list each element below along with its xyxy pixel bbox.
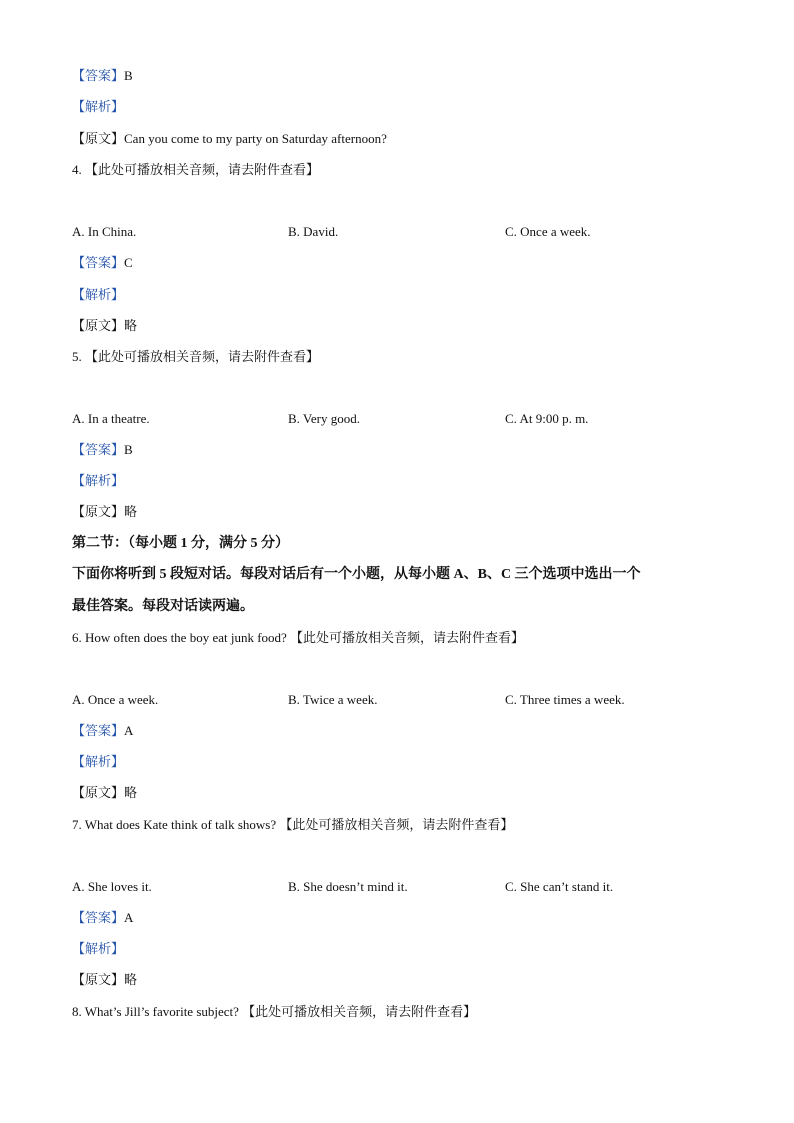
answer-row-6 bbox=[72, 722, 133, 740]
answer-label: 【答案】 bbox=[72, 910, 125, 925]
option-c: C. At 9:00 p. m. bbox=[505, 411, 589, 426]
original-label: 【原文】 bbox=[72, 318, 125, 333]
answer-row-3 bbox=[72, 67, 133, 85]
original-row-6 bbox=[72, 784, 137, 802]
answer-value: B bbox=[124, 68, 133, 83]
analysis-label: 【解析】 bbox=[72, 99, 125, 114]
answer-value: C bbox=[124, 255, 133, 270]
answer-value: A bbox=[124, 910, 134, 925]
answer-label: 【答案】 bbox=[72, 723, 125, 738]
option-c: C. Three times a week. bbox=[505, 692, 625, 707]
analysis-row-7 bbox=[72, 940, 124, 958]
option-b: B. She doesn’t mind it. bbox=[288, 879, 408, 894]
answer-row-7 bbox=[72, 909, 133, 927]
question-6: 6. How often does the boy eat junk food? 【此处可播放相关音频，请去附件查看】 bbox=[72, 630, 525, 645]
original-row-5 bbox=[72, 503, 137, 521]
analysis-row-3 bbox=[72, 98, 124, 116]
answer-row-5 bbox=[72, 441, 133, 459]
option-b: B. David. bbox=[288, 224, 339, 239]
original-label: 【原文】 bbox=[72, 131, 125, 146]
option-b: B. Very good. bbox=[288, 411, 360, 426]
option-c: C. She can’t stand it. bbox=[505, 879, 614, 894]
answer-label: 【答案】 bbox=[72, 68, 125, 83]
original-label: 【原文】 bbox=[72, 785, 125, 800]
option-a: A. Once a week. bbox=[72, 692, 159, 707]
analysis-label: 【解析】 bbox=[72, 473, 125, 488]
original-row-3 bbox=[72, 130, 387, 148]
answer-row-4 bbox=[72, 254, 133, 272]
question-7: 7. What does Kate think of talk shows? 【此处可播放相关音频，请去附件查看】 bbox=[72, 817, 514, 832]
original-row-7 bbox=[72, 971, 137, 989]
original-label: 【原文】 bbox=[72, 504, 125, 519]
original-text: 略 bbox=[124, 318, 138, 333]
section-instruction-line1: 下面你将听到 5 段短对话。每段对话后有一个小题，从每小题 A、B、C 三个选项中选出一个 bbox=[72, 567, 641, 582]
analysis-label: 【解析】 bbox=[72, 287, 125, 302]
answer-label: 【答案】 bbox=[72, 255, 125, 270]
original-text: 略 bbox=[124, 504, 138, 519]
option-a: A. In China. bbox=[72, 224, 137, 239]
original-row-4 bbox=[72, 317, 137, 335]
answer-label: 【答案】 bbox=[72, 442, 125, 457]
section-instruction-line2: 最佳答案。每段对话读两遍。 bbox=[72, 599, 254, 614]
section-title: 第二节：（每小题 1 分，满分 5 分） bbox=[72, 536, 289, 551]
analysis-row-5 bbox=[72, 472, 124, 490]
analysis-row-4 bbox=[72, 286, 124, 304]
answer-value: A bbox=[124, 723, 134, 738]
option-a: A. In a theatre. bbox=[72, 411, 150, 426]
original-text: 略 bbox=[124, 785, 138, 800]
answer-value: B bbox=[124, 442, 133, 457]
option-c: C. Once a week. bbox=[505, 224, 591, 239]
analysis-label: 【解析】 bbox=[72, 754, 125, 769]
question-4: 4. 【此处可播放相关音频，请去附件查看】 bbox=[72, 162, 320, 177]
analysis-row-6 bbox=[72, 753, 124, 771]
question-5: 5. 【此处可播放相关音频，请去附件查看】 bbox=[72, 349, 320, 364]
option-a: A. She loves it. bbox=[72, 879, 152, 894]
option-b: B. Twice a week. bbox=[288, 692, 378, 707]
original-text: Can you come to my party on Saturday afternoon? bbox=[124, 131, 387, 146]
analysis-label: 【解析】 bbox=[72, 941, 125, 956]
original-label: 【原文】 bbox=[72, 972, 125, 987]
original-text: 略 bbox=[124, 972, 138, 987]
question-8: 8. What’s Jill’s favorite subject? 【此处可播放相关音频，请去附件查看】 bbox=[72, 1004, 477, 1019]
